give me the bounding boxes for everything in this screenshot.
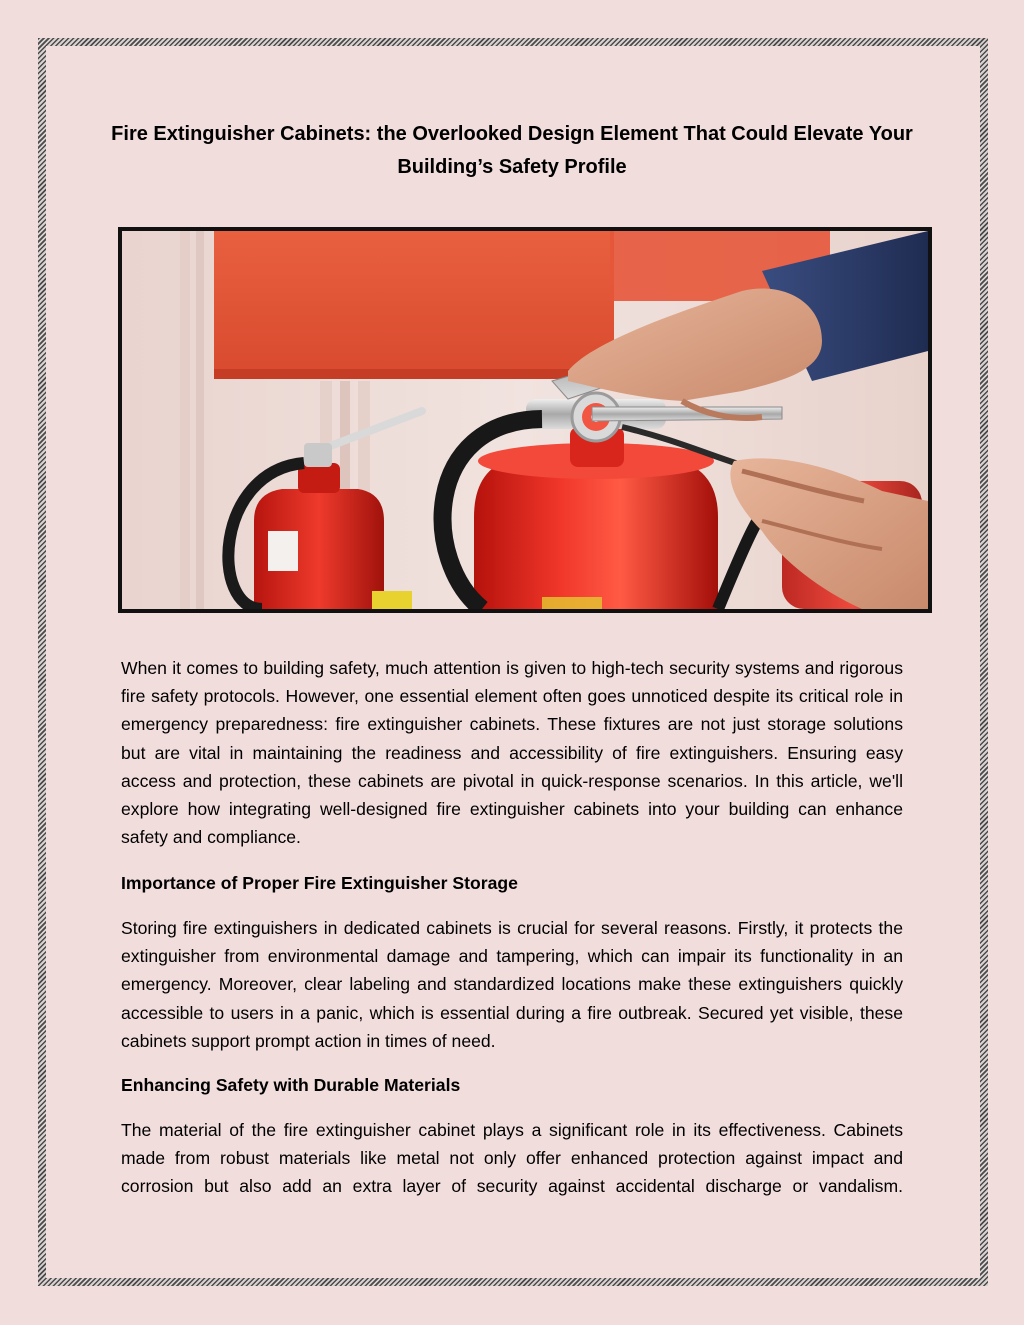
intro-paragraph: When it comes to building safety, much attention is given to high-tech security systems and rigorous fire safety protocols. However, one essential element often goes unnoticed despite its critical role in emergency preparedness: fire extinguisher cabinets. These fixtures are not just storage solutions but are vital in maintaining the readiness and accessibility of fire extinguishers. Ensuring easy access and protection, these cabinets are pivotal in quick-response scenarios. In this article, we'll explore how integrating well-designed fire extinguisher cabinets into your building can enhance safety and compliance. xyxy=(121,658,903,848)
section-heading-materials: Enhancing Safety with Durable Materials xyxy=(121,1075,461,1095)
section-paragraph-materials: The material of the fire extinguisher cabinet plays a significant role in its effectiveness. Cabinets made from robust materials like metal not only offer enhanced protection against impact and corrosion but also add an extra layer of security against accidental discharge or vandalism. xyxy=(121,1120,903,1197)
section-heading-storage: Importance of Proper Fire Extinguisher Storage xyxy=(121,873,518,893)
section-paragraph-storage: Storing fire extinguishers in dedicated cabinets is crucial for several reasons. Firstly, it protects the extinguisher from environmental damage and tampering, which can impair its functionality in an emergency. Moreover, clear labeling and standardized locations make these extinguishers quickly accessible to users in a panic, which is essential during a fire outbreak. Secured yet visible, these cabinets support prompt action in times of need. xyxy=(121,918,903,1051)
article-title: Fire Extinguisher Cabinets: the Overlooked Design Element That Could Elevate Your Building’s Safety Profile xyxy=(111,123,913,178)
fire-extinguisher-photo xyxy=(122,231,928,609)
cabinet-shape xyxy=(214,231,614,376)
extinguisher-body xyxy=(474,457,718,609)
hero-image xyxy=(118,227,932,613)
